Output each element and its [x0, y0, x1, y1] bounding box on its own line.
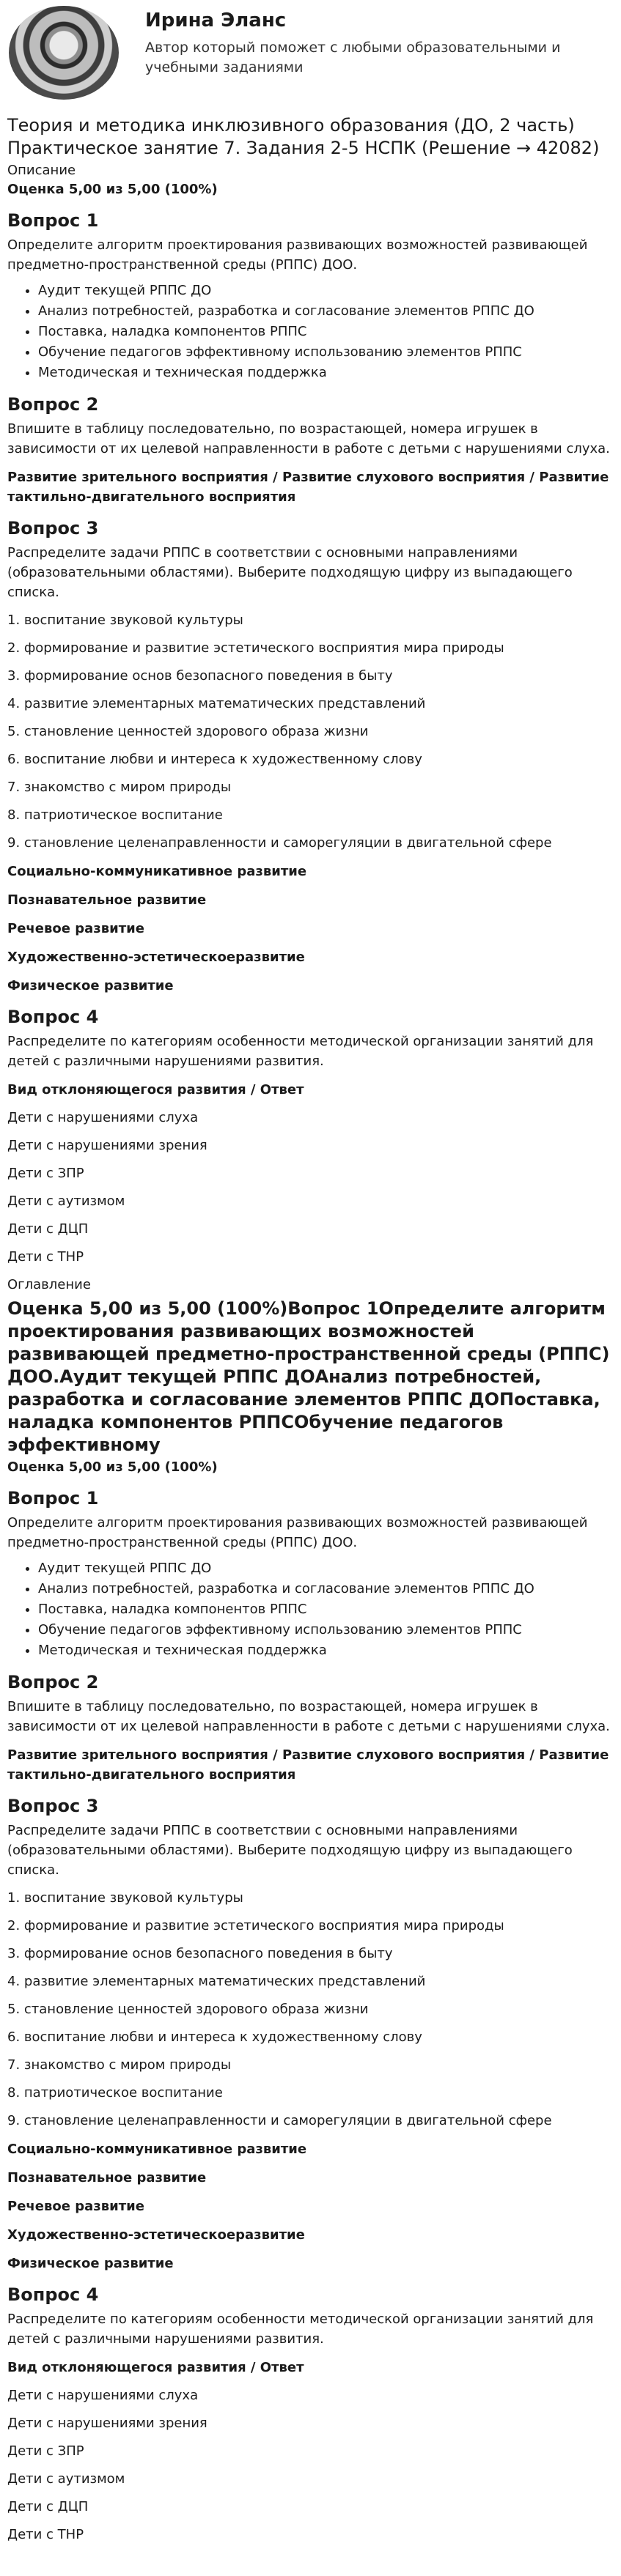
- task-item: 2. формирование и развитие эстетического восприятия мира природы: [7, 640, 504, 656]
- question-text: Распределите по категориям особенности методической организации занятий для детей с различными нарушениями развития.: [7, 2312, 594, 2347]
- list-item: • Поставка, наладка компонентов РППС: [38, 322, 614, 342]
- table-header: Вид отклоняющегося развития / Ответ: [7, 1082, 304, 1098]
- category-label: Художественно-эстетическоеразвитие: [7, 2227, 305, 2243]
- task-item: 8. патриотическое воспитание: [7, 2085, 223, 2101]
- answer-header: Развитие зрительного восприятия / Развитие слухового восприятия / Развитие тактильно-двигательного восприятия: [7, 1747, 609, 1783]
- question-3: [7, 516, 614, 996]
- question-text: Впишите в таблицу последовательно, по возрастающей, номера игрушек в зависимости от их целевой направленности в работе с детьми с нарушениями слуха.: [7, 421, 610, 456]
- task-item: 5. становление ценностей здорового образа жизни: [7, 724, 369, 739]
- question-title: Вопрос 4: [7, 2284, 99, 2305]
- answer-list: [7, 281, 614, 383]
- category-label: Речевое развитие: [7, 2199, 144, 2214]
- author-info: [145, 6, 585, 78]
- list-item: • Обучение педагогов эффективному использованию элементов РППС: [38, 342, 614, 363]
- task-item: 4. развитие элементарных математических представлений: [7, 1974, 426, 1989]
- author-description: Автор который поможет с любыми образовательными и учебными заданиями: [145, 40, 561, 75]
- description-label: Описание: [7, 163, 76, 178]
- category-label: Художественно-эстетическоеразвитие: [7, 950, 305, 965]
- table-row: Дети с ЗПР: [7, 1166, 84, 1181]
- question-title: Вопрос 3: [7, 1796, 99, 1816]
- question-text: Распределите задачи РППС в соответствии с основными направлениями (образовательными областями). Выберите подходящую цифру из выпадающего списка.: [7, 1823, 573, 1878]
- table-row: Дети с нарушениями зрения: [7, 1138, 207, 1153]
- category-label: Физическое развитие: [7, 2256, 174, 2271]
- category-label: Познавательное развитие: [7, 892, 207, 908]
- score: Оценка 5,00 из 5,00 (100%): [7, 1459, 218, 1475]
- question-title: Вопрос 2: [7, 394, 99, 415]
- avatar[interactable]: [9, 6, 119, 100]
- task-item: 6. воспитание любви и интереса к художественному слову: [7, 2029, 422, 2045]
- task-item: 5. становление ценностей здорового образа жизни: [7, 2002, 369, 2017]
- question-4: [7, 2282, 614, 2544]
- task-item: 7. знакомство с миром природы: [7, 2057, 232, 2073]
- task-item: 1. воспитание звуковой культуры: [7, 612, 243, 628]
- table-row: Дети с ДЦП: [7, 2499, 89, 2514]
- category-label: Познавательное развитие: [7, 2170, 207, 2185]
- answer-list: [7, 1558, 614, 1661]
- toc-label: Оглавление: [7, 1277, 91, 1292]
- list-item: • Анализ потребностей, разработка и согласование элементов РППС ДО: [38, 1579, 614, 1599]
- task-item: 3. формирование основ безопасного поведения в быту: [7, 668, 393, 684]
- task-item: 7. знакомство с миром природы: [7, 780, 232, 795]
- question-3: [7, 1794, 614, 2273]
- question-text: Распределите задачи РППС в соответствии с основными направлениями (образовательными областями). Выберите подходящую цифру из выпадающего списка.: [7, 545, 573, 600]
- table-header: Вид отклоняющегося развития / Ответ: [7, 2360, 304, 2375]
- list-item: • Обучение педагогов эффективному использованию элементов РППС: [38, 1620, 614, 1640]
- answer-header: Развитие зрительного восприятия / Развитие слухового восприятия / Развитие тактильно-двигательного восприятия: [7, 470, 609, 505]
- question-text: Определите алгоритм проектирования развивающих возможностей развивающей предметно-пространственной среды (РППС) ДОО.: [7, 1515, 588, 1550]
- list-item: • Методическая и техническая поддержка: [38, 363, 614, 383]
- table-row: Дети с ЗПР: [7, 2443, 84, 2459]
- question-title: Вопрос 3: [7, 518, 99, 538]
- table-row: Дети с аутизмом: [7, 2471, 125, 2487]
- question-2: [7, 392, 614, 507]
- author-card: [7, 0, 614, 104]
- question-title: Вопрос 2: [7, 1672, 99, 1692]
- category-label: Речевое развитие: [7, 921, 144, 936]
- task-item: 9. становление целенаправленности и саморегуляции в двигательной сфере: [7, 2113, 552, 2128]
- table-row: Дети с аутизмом: [7, 1193, 125, 1209]
- list-item: • Аудит текущей РППС ДО: [38, 281, 614, 301]
- question-2: [7, 1670, 614, 1785]
- question-4: [7, 1004, 614, 1267]
- question-title: Вопрос 4: [7, 1007, 99, 1027]
- score: Оценка 5,00 из 5,00 (100%): [7, 182, 218, 197]
- question-text: Распределите по категориям особенности методической организации занятий для детей с различными нарушениями развития.: [7, 1034, 594, 1069]
- question-title: Вопрос 1: [7, 1488, 99, 1509]
- table-row: Дети с нарушениями слуха: [7, 2388, 199, 2403]
- task-item: 8. патриотическое воспитание: [7, 807, 223, 823]
- task-item: 9. становление целенаправленности и саморегуляции в двигательной сфере: [7, 835, 552, 851]
- task-item: 4. развитие элементарных математических представлений: [7, 696, 426, 711]
- list-item: • Анализ потребностей, разработка и согласование элементов РППС ДО: [38, 301, 614, 322]
- category-label: Социально-коммуникативное развитие: [7, 864, 307, 879]
- title-line-2: Практическое занятие 7. Задания 2-5 НСПК (Решение → 42082): [7, 138, 600, 158]
- task-item: 1. воспитание звуковой культуры: [7, 1890, 243, 1906]
- question-title: Вопрос 1: [7, 210, 99, 231]
- table-row: Дети с ТНР: [7, 2527, 84, 2542]
- list-item: • Поставка, наладка компонентов РППС: [38, 1599, 614, 1620]
- list-item: • Методическая и техническая поддержка: [38, 1640, 614, 1661]
- task-item: 6. воспитание любви и интереса к художественному слову: [7, 752, 422, 767]
- title-line-1: Теория и методика инклюзивного образования (ДО, 2 часть): [7, 115, 575, 136]
- list-item: • Аудит текущей РППС ДО: [38, 1558, 614, 1579]
- task-item: 3. формирование основ безопасного поведения в быту: [7, 1946, 393, 1961]
- question-text: Впишите в таблицу последовательно, по возрастающей, номера игрушек в зависимости от их целевой направленности в работе с детьми с нарушениями слуха.: [7, 1699, 610, 1734]
- table-row: Дети с ТНР: [7, 1249, 84, 1265]
- table-row: Дети с ДЦП: [7, 1221, 89, 1237]
- table-row: Дети с нарушениями слуха: [7, 1110, 199, 1125]
- question-1: [7, 1486, 614, 1661]
- page-title: [7, 114, 614, 160]
- task-item: 2. формирование и развитие эстетического восприятия мира природы: [7, 1918, 504, 1933]
- table-row: Дети с нарушениями зрения: [7, 2416, 207, 2431]
- question-text: Определите алгоритм проектирования развивающих возможностей развивающей предметно-пространственной среды (РППС) ДОО.: [7, 237, 588, 273]
- toc-summary: Оценка 5,00 из 5,00 (100%)Вопрос 1Определите алгоритм проектирования развивающих возможностей развивающей предметно-пространственной среды (РППС) ДОО.Аудит текущей РППС ДОАнализ потребностей, разработка и согласование элементов РППС ДОПоставка, наладка компонентов РППСОбучение педагогов эффективному: [7, 1298, 610, 1455]
- author-name[interactable]: Ирина Эланс: [145, 10, 287, 32]
- category-label: Физическое развитие: [7, 978, 174, 993]
- category-label: Социально-коммуникативное развитие: [7, 2142, 307, 2157]
- question-1: [7, 208, 614, 383]
